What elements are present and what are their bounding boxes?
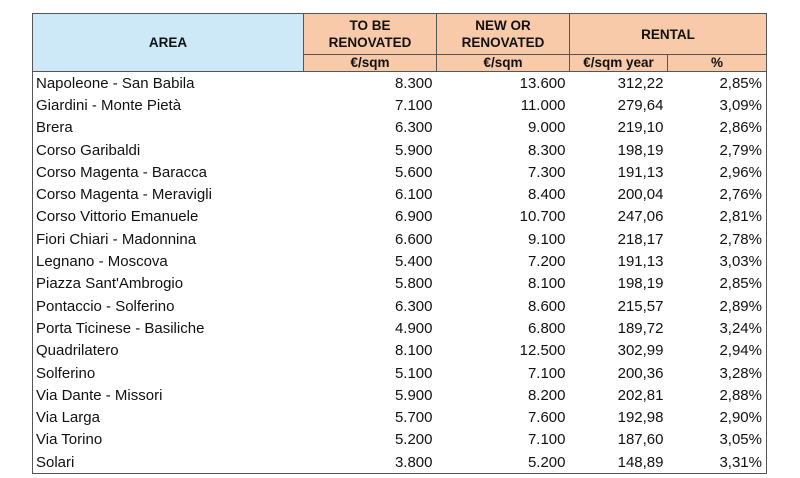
cell-rental: 198,19 bbox=[617, 275, 664, 293]
table-row bbox=[33, 429, 767, 451]
header-rental: RENTAL bbox=[570, 14, 767, 55]
cell-new-or-renovated: 7.200 bbox=[527, 253, 566, 271]
cell-area: Via Larga bbox=[33, 406, 304, 428]
cell-new-or-renovated: 9.000 bbox=[527, 119, 566, 137]
cell-to-be-renovated: 5.800 bbox=[394, 275, 433, 293]
cell-area: Fiori Chiari - Madonnina bbox=[33, 228, 304, 250]
cell-new-or-renovated: 12.500 bbox=[519, 342, 566, 360]
cell-rental: 219,10 bbox=[617, 119, 664, 137]
cell-area: Legnano - Moscova bbox=[33, 250, 304, 272]
cell-rental: 200,36 bbox=[617, 364, 664, 382]
unit-sqm-new-or-renovated: €/sqm bbox=[437, 55, 570, 72]
cell-area: Corso Garibaldi bbox=[33, 139, 304, 161]
cell-rental: 148,89 bbox=[570, 451, 668, 474]
cell-area: Via Torino bbox=[33, 429, 304, 451]
table-row bbox=[33, 273, 767, 295]
header-new-or-renovated bbox=[437, 14, 570, 55]
cell-new-or-renovated: 8.100 bbox=[527, 275, 566, 293]
cell-to-be-renovated: 6.600 bbox=[394, 230, 433, 248]
cell-rental: 218,17 bbox=[617, 230, 664, 248]
cell-to-be-renovated: 5.700 bbox=[394, 409, 433, 427]
header-to-be-renovated bbox=[304, 14, 437, 55]
table-row bbox=[33, 183, 767, 205]
price-table-container bbox=[32, 13, 766, 474]
table-row bbox=[33, 384, 767, 406]
cell-to-be-renovated: 6.100 bbox=[394, 186, 433, 204]
cell-rental: 279,64 bbox=[617, 96, 664, 114]
cell-area: Pontaccio - Solferino bbox=[33, 295, 304, 317]
unit-sqm-year: €/sqm year bbox=[570, 55, 668, 72]
cell-to-be-renovated: 5.200 bbox=[394, 431, 433, 449]
cell-to-be-renovated: 8.100 bbox=[394, 342, 433, 360]
table-body bbox=[33, 72, 767, 474]
cell-rental: 191,13 bbox=[617, 163, 664, 181]
cell-rental: 187,60 bbox=[617, 431, 664, 449]
cell-to-be-renovated: 5.900 bbox=[394, 386, 433, 404]
cell-yield-percent: 2,85% bbox=[668, 273, 767, 295]
cell-to-be-renovated: 7.100 bbox=[394, 96, 433, 114]
header-new-or-renovated-label: NEW OR RENOVATED bbox=[461, 18, 545, 50]
cell-area: Solferino bbox=[33, 362, 304, 384]
cell-yield-percent: 2,88% bbox=[668, 384, 767, 406]
header-to-be-renovated-label: TO BE RENOVATED bbox=[328, 18, 412, 50]
cell-area: Napoleone - San Babila bbox=[33, 72, 304, 95]
cell-new-or-renovated: 11.000 bbox=[520, 96, 566, 114]
cell-to-be-renovated: 5.900 bbox=[394, 141, 433, 159]
cell-new-or-renovated: 10.700 bbox=[519, 208, 566, 226]
cell-yield-percent: 3,03% bbox=[668, 250, 767, 272]
cell-yield-percent: 2,78% bbox=[668, 228, 767, 250]
cell-new-or-renovated: 6.800 bbox=[527, 319, 566, 337]
cell-area: Corso Vittorio Emanuele bbox=[33, 206, 304, 228]
cell-rental: 302,99 bbox=[617, 342, 664, 360]
cell-area: Corso Magenta - Baracca bbox=[33, 161, 304, 183]
cell-new-or-renovated: 9.100 bbox=[527, 230, 566, 248]
cell-yield-percent: 2,76% bbox=[668, 183, 767, 205]
cell-to-be-renovated: 6.300 bbox=[394, 119, 433, 137]
cell-new-or-renovated: 7.300 bbox=[527, 163, 566, 181]
table-row bbox=[33, 228, 767, 250]
cell-area: Quadrilatero bbox=[33, 340, 304, 362]
table-row bbox=[33, 295, 767, 317]
table-row bbox=[33, 117, 767, 139]
cell-rental: 191,13 bbox=[617, 253, 664, 271]
cell-yield-percent: 2,79% bbox=[668, 139, 767, 161]
cell-to-be-renovated: 6.900 bbox=[394, 208, 433, 226]
cell-rental: 202,81 bbox=[617, 386, 664, 404]
cell-to-be-renovated: 5.100 bbox=[394, 364, 433, 382]
cell-area: Via Dante - Missori bbox=[33, 384, 304, 406]
table-row bbox=[33, 406, 767, 428]
table-header bbox=[33, 14, 767, 72]
cell-area: Piazza Sant'Ambrogio bbox=[33, 273, 304, 295]
cell-to-be-renovated: 6.300 bbox=[394, 297, 433, 315]
cell-to-be-renovated: 8.300 bbox=[394, 74, 433, 92]
table-row bbox=[33, 362, 767, 384]
cell-area: Giardini - Monte Pietà bbox=[33, 94, 304, 116]
cell-new-or-renovated: 7.100 bbox=[527, 431, 566, 449]
cell-yield-percent: 3,24% bbox=[668, 317, 767, 339]
cell-to-be-renovated: 5.400 bbox=[394, 253, 433, 271]
cell-yield-percent: 3,28% bbox=[668, 362, 767, 384]
cell-rental: 312,22 bbox=[617, 74, 664, 92]
cell-new-or-renovated: 8.200 bbox=[527, 386, 566, 404]
cell-yield-percent: 3,05% bbox=[668, 429, 767, 451]
cell-new-or-renovated: 7.600 bbox=[527, 409, 566, 427]
cell-rental: 200,04 bbox=[617, 186, 664, 204]
cell-yield-percent: 2,94% bbox=[668, 340, 767, 362]
table-row bbox=[33, 451, 767, 474]
unit-percent: % bbox=[668, 55, 767, 72]
cell-yield-percent: 2,89% bbox=[668, 295, 767, 317]
cell-yield-percent: 3,31% bbox=[668, 451, 767, 474]
cell-to-be-renovated: 5.600 bbox=[394, 163, 433, 181]
cell-new-or-renovated: 5.200 bbox=[437, 451, 570, 474]
cell-rental: 247,06 bbox=[617, 208, 664, 226]
cell-new-or-renovated: 13.600 bbox=[519, 74, 566, 92]
cell-to-be-renovated: 3.800 bbox=[304, 451, 437, 474]
table-row bbox=[33, 206, 767, 228]
table-row bbox=[33, 72, 767, 95]
table-row bbox=[33, 94, 767, 116]
cell-new-or-renovated: 8.400 bbox=[527, 186, 566, 204]
cell-rental: 198,19 bbox=[617, 141, 664, 159]
cell-yield-percent: 2,96% bbox=[668, 161, 767, 183]
unit-sqm-to-be-renovated: €/sqm bbox=[304, 55, 437, 72]
cell-area: Porta Ticinese - Basiliche bbox=[33, 317, 304, 339]
table-row bbox=[33, 317, 767, 339]
cell-new-or-renovated: 8.600 bbox=[527, 297, 566, 315]
cell-yield-percent: 2,90% bbox=[668, 406, 767, 428]
cell-yield-percent: 3,09% bbox=[668, 94, 767, 116]
cell-rental: 189,72 bbox=[617, 319, 664, 337]
cell-area: Solari bbox=[33, 451, 304, 474]
table-row bbox=[33, 340, 767, 362]
cell-area: Brera bbox=[33, 117, 304, 139]
cell-yield-percent: 2,85% bbox=[668, 72, 767, 95]
cell-to-be-renovated: 4.900 bbox=[394, 319, 433, 337]
cell-new-or-renovated: 8.300 bbox=[527, 141, 566, 159]
table-row bbox=[33, 161, 767, 183]
cell-rental: 215,57 bbox=[617, 297, 664, 315]
header-area: AREA bbox=[33, 14, 304, 72]
cell-yield-percent: 2,81% bbox=[668, 206, 767, 228]
cell-area: Corso Magenta - Meravigli bbox=[33, 183, 304, 205]
cell-yield-percent: 2,86% bbox=[668, 117, 767, 139]
table-row bbox=[33, 250, 767, 272]
cell-new-or-renovated: 7.100 bbox=[527, 364, 566, 382]
cell-rental: 192,98 bbox=[617, 409, 664, 427]
table-row bbox=[33, 139, 767, 161]
price-table bbox=[32, 13, 767, 474]
